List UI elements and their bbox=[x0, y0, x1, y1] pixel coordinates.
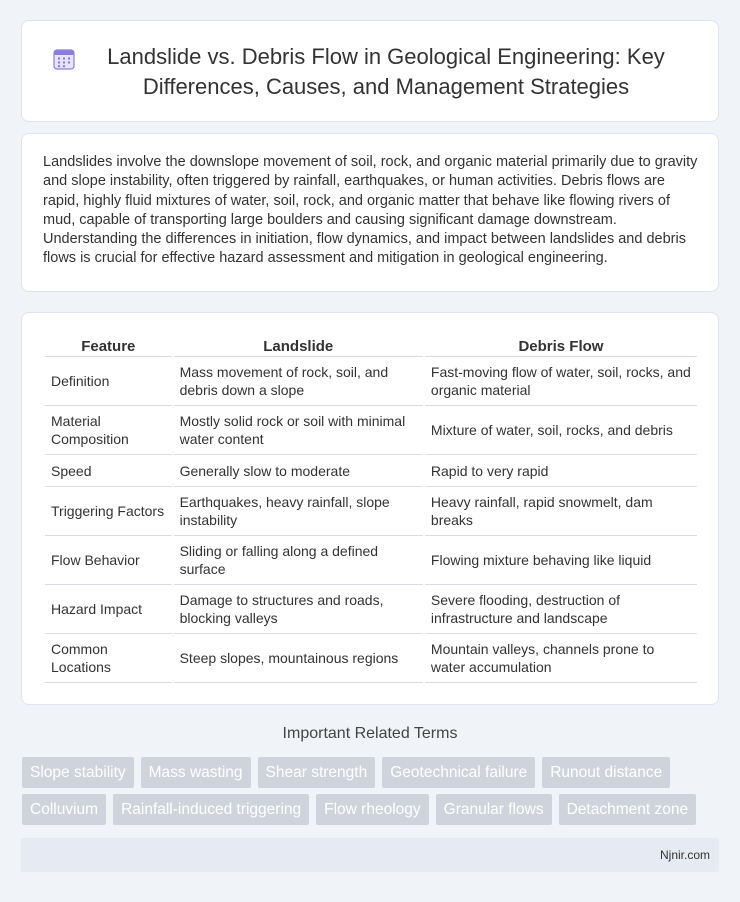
comparison-table bbox=[43, 333, 699, 683]
feature-cell: Common Locations bbox=[45, 634, 172, 683]
term-tag[interactable]: Rainfall-induced triggering bbox=[113, 794, 309, 825]
landslide-cell: Earthquakes, heavy rainfall, slope instability bbox=[174, 487, 423, 536]
related-terms-row bbox=[22, 757, 722, 788]
intro-paragraph: Landslides involve the downslope movement of soil, rock, and organic material primarily due to gravity and slope instability, often triggered by rainfall, earthquakes, or human activities. Debris flows are rapid, highly fluid mixtures of water, soil, rock, and organic matter that behave like flowing rivers of mud, capable of transporting large boulders and causing significant damage downstream. Understanding the differences in initiation, flow dynamics, and impact between landslides and debris flows is crucial for effective hazard assessment and mitigation in geological engineering. bbox=[43, 154, 698, 267]
table-row bbox=[45, 585, 697, 634]
debris-flow-cell: Severe flooding, destruction of infrastructure and landscape bbox=[425, 585, 697, 634]
comparison-table-card bbox=[21, 312, 719, 705]
feature-cell: Material Composition bbox=[45, 406, 172, 455]
table-row bbox=[45, 487, 697, 536]
header-feature: Feature bbox=[45, 333, 172, 357]
debris-flow-cell: Fast-moving flow of water, soil, rocks, and organic material bbox=[425, 357, 697, 406]
table-row bbox=[45, 634, 697, 683]
calendar-icon bbox=[52, 47, 76, 71]
feature-cell: Speed bbox=[45, 455, 172, 487]
table-row bbox=[45, 406, 697, 455]
debris-flow-cell: Heavy rainfall, rapid snowmelt, dam breaks bbox=[425, 487, 697, 536]
term-tag[interactable]: Colluvium bbox=[22, 794, 106, 825]
debris-flow-cell: Mixture of water, soil, rocks, and debris bbox=[425, 406, 697, 455]
table-row bbox=[45, 536, 697, 585]
debris-flow-cell: Flowing mixture behaving like liquid bbox=[425, 536, 697, 585]
title-row bbox=[52, 42, 702, 102]
landslide-cell: Generally slow to moderate bbox=[174, 455, 423, 487]
header-debris-flow: Debris Flow bbox=[425, 333, 697, 357]
landslide-cell: Damage to structures and roads, blocking valleys bbox=[174, 585, 423, 634]
header-landslide: Landslide bbox=[174, 333, 423, 357]
page-title: Landslide vs. Debris Flow in Geological Engineering: Key Differences, Causes, and Management Strategies bbox=[107, 44, 665, 99]
table-row bbox=[45, 357, 697, 406]
feature-cell: Hazard Impact bbox=[45, 585, 172, 634]
term-tag[interactable]: Slope stability bbox=[22, 757, 134, 788]
debris-flow-cell: Mountain valleys, channels prone to water accumulation bbox=[425, 634, 697, 683]
table-header-row bbox=[45, 333, 697, 357]
footer-bar bbox=[21, 838, 719, 872]
term-tag[interactable]: Mass wasting bbox=[141, 757, 251, 788]
term-tag[interactable]: Geotechnical failure bbox=[382, 757, 535, 788]
feature-cell: Definition bbox=[45, 357, 172, 406]
landslide-cell: Sliding or falling along a defined surface bbox=[174, 536, 423, 585]
debris-flow-cell: Rapid to very rapid bbox=[425, 455, 697, 487]
landslide-cell: Steep slopes, mountainous regions bbox=[174, 634, 423, 683]
term-tag[interactable]: Detachment zone bbox=[559, 794, 697, 825]
footer-site-name[interactable]: Njnir.com bbox=[659, 848, 710, 862]
term-tag[interactable]: Shear strength bbox=[258, 757, 376, 788]
feature-cell: Triggering Factors bbox=[45, 487, 172, 536]
landslide-cell: Mass movement of rock, soil, and debris down a slope bbox=[174, 357, 423, 406]
feature-cell: Flow Behavior bbox=[45, 536, 172, 585]
related-terms-heading: Important Related Terms bbox=[282, 725, 458, 742]
intro-card bbox=[21, 133, 719, 292]
table-row bbox=[45, 455, 697, 487]
title-card bbox=[21, 20, 719, 122]
term-tag[interactable]: Granular flows bbox=[436, 794, 552, 825]
landslide-cell: Mostly solid rock or soil with minimal water content bbox=[174, 406, 423, 455]
related-terms-row bbox=[22, 794, 722, 825]
term-tag[interactable]: Flow rheology bbox=[316, 794, 429, 825]
term-tag[interactable]: Runout distance bbox=[542, 757, 670, 788]
